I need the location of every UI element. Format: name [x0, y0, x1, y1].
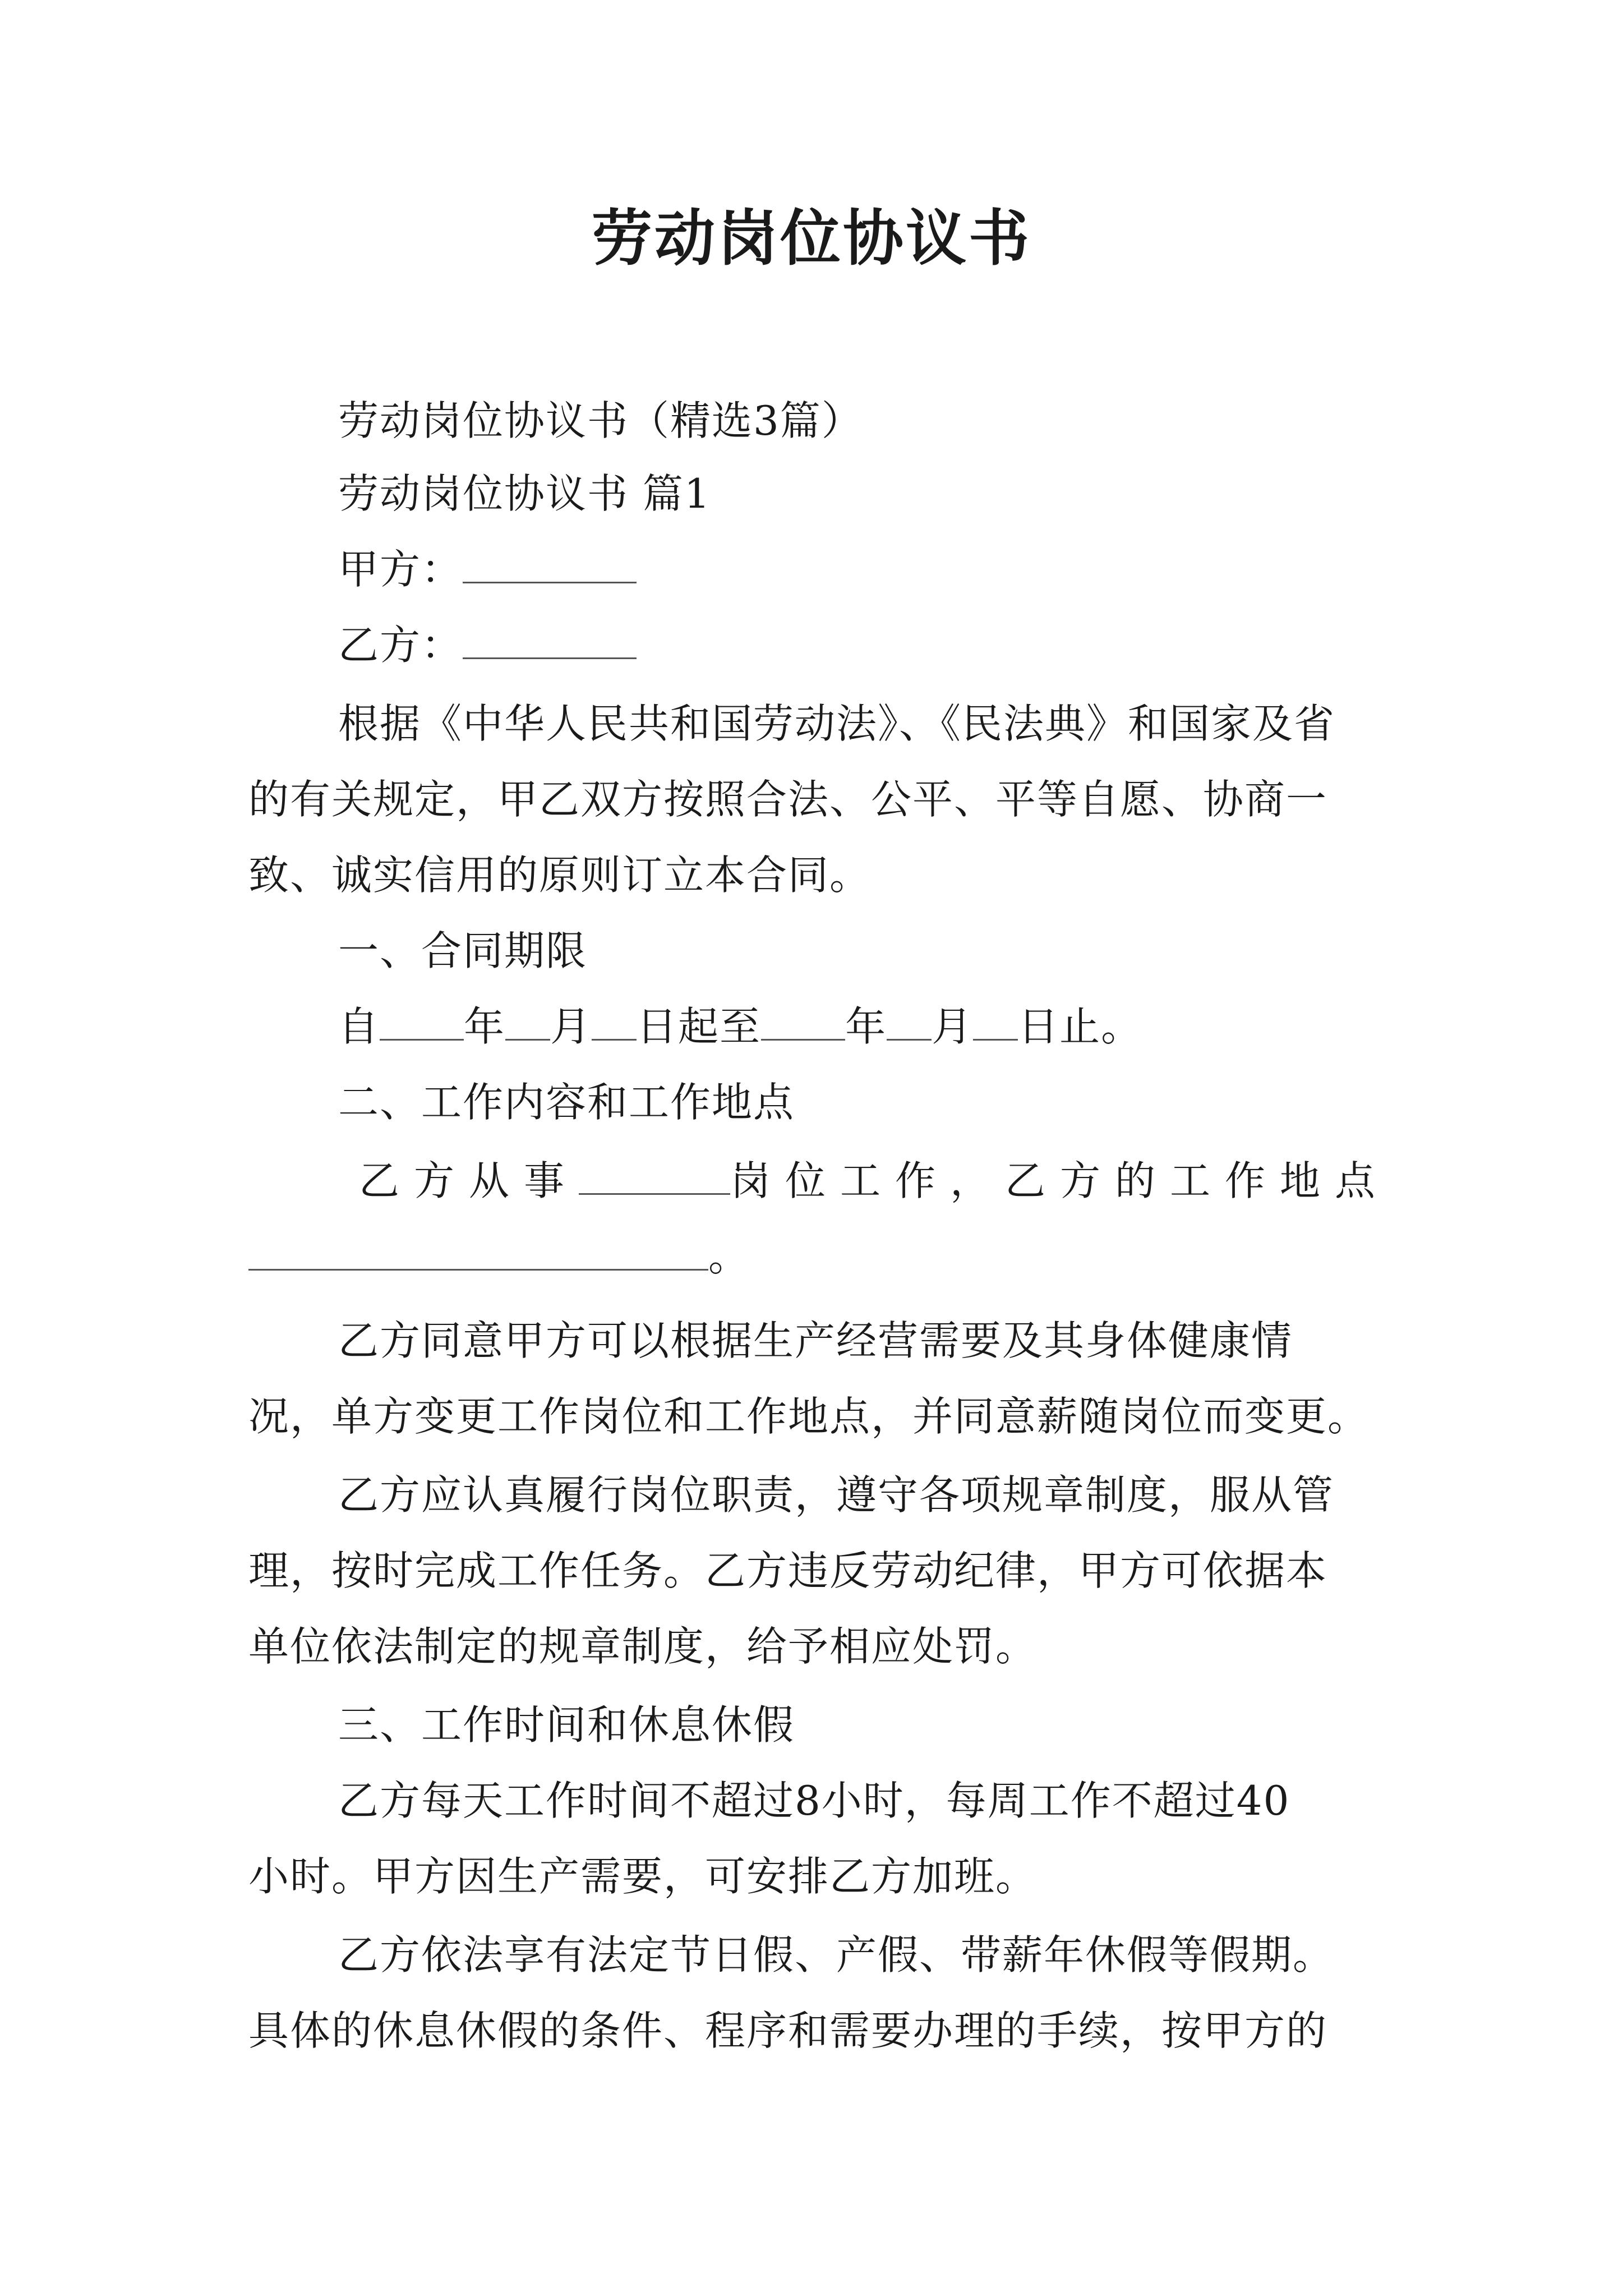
period-mark: 。 — [708, 1233, 750, 1280]
paragraph-line: 理，按时完成工作任务。乙方违反劳动纪律，甲方可依据本 — [248, 1547, 1328, 1594]
paragraph-line: 根据《中华人民共和国劳动法》、《民法典》和国家及省 — [338, 700, 1336, 747]
paragraph-line: 乙方依法享有法定节日假、产假、带薪年休假等假期。 — [338, 1931, 1335, 1978]
job-text: 岗位工作，乙方的工作地点 — [730, 1157, 1390, 1204]
party-a-label: 甲方： — [338, 546, 463, 593]
paragraph-line: 况，单方变更工作岗位和工作地点，并同意薪随岗位而变更。 — [248, 1393, 1370, 1440]
period-text: 日起至 — [637, 1003, 762, 1050]
section-heading-line: 劳动岗位协议书 篇1 — [338, 470, 711, 517]
year-blank — [380, 1005, 464, 1041]
job-position-blank — [579, 1159, 730, 1195]
contract-period-line — [338, 996, 1381, 1057]
party-a-blank — [463, 548, 637, 583]
job-text: 乙方从事 — [359, 1157, 579, 1204]
paragraph-line: 具体的休息休假的条件、程序和需要办理的手续，按甲方的 — [248, 2007, 1328, 2054]
subtitle-line: 劳动岗位协议书（精选3篇） — [338, 397, 863, 444]
paragraph-line: 乙方每天工作时间不超过8小时，每周工作不超过40 — [338, 1777, 1290, 1824]
period-text: 自 — [338, 1003, 380, 1050]
job-line — [359, 1150, 1402, 1212]
month-blank — [505, 1005, 550, 1041]
period-text: 年 — [464, 1003, 506, 1050]
party-b-line — [338, 614, 1381, 676]
period-text: 月 — [550, 1003, 592, 1050]
paragraph-line: 乙方应认真履行岗位职责，遵守各项规章制度，服从管 — [338, 1471, 1335, 1519]
year-blank — [761, 1005, 845, 1041]
paragraph-line: 单位依法制定的规章制度，给予相应处罚。 — [248, 1623, 1038, 1670]
period-text: 日止。 — [1018, 1003, 1143, 1050]
period-text: 月 — [932, 1003, 974, 1050]
month-blank — [887, 1005, 932, 1041]
paragraph-line: 的有关规定，甲乙双方按照合法、公平、平等自愿、协商一 — [248, 776, 1328, 823]
party-a-line — [338, 539, 1381, 600]
document-title: 劳动岗位协议书 — [591, 203, 1031, 274]
party-b-label: 乙方： — [338, 622, 463, 669]
period-text: 年 — [845, 1003, 887, 1050]
clause-heading: 三、工作时间和休息休假 — [338, 1701, 795, 1749]
clause-heading: 一、合同期限 — [338, 927, 588, 974]
work-location-blank — [248, 1235, 708, 1271]
day-blank — [592, 1005, 637, 1041]
paragraph-line: 致、诚实信用的原则订立本合同。 — [248, 852, 872, 899]
day-blank — [973, 1005, 1018, 1041]
party-b-blank — [463, 624, 637, 659]
clause-heading: 二、工作内容和工作地点 — [338, 1079, 795, 1126]
paragraph-line: 乙方同意甲方可以根据生产经营需要及其身体健康情 — [338, 1317, 1293, 1364]
paragraph-line: 小时。甲方因生产需要，可安排乙方加班。 — [248, 1853, 1038, 1900]
work-location-line — [248, 1226, 1381, 1287]
